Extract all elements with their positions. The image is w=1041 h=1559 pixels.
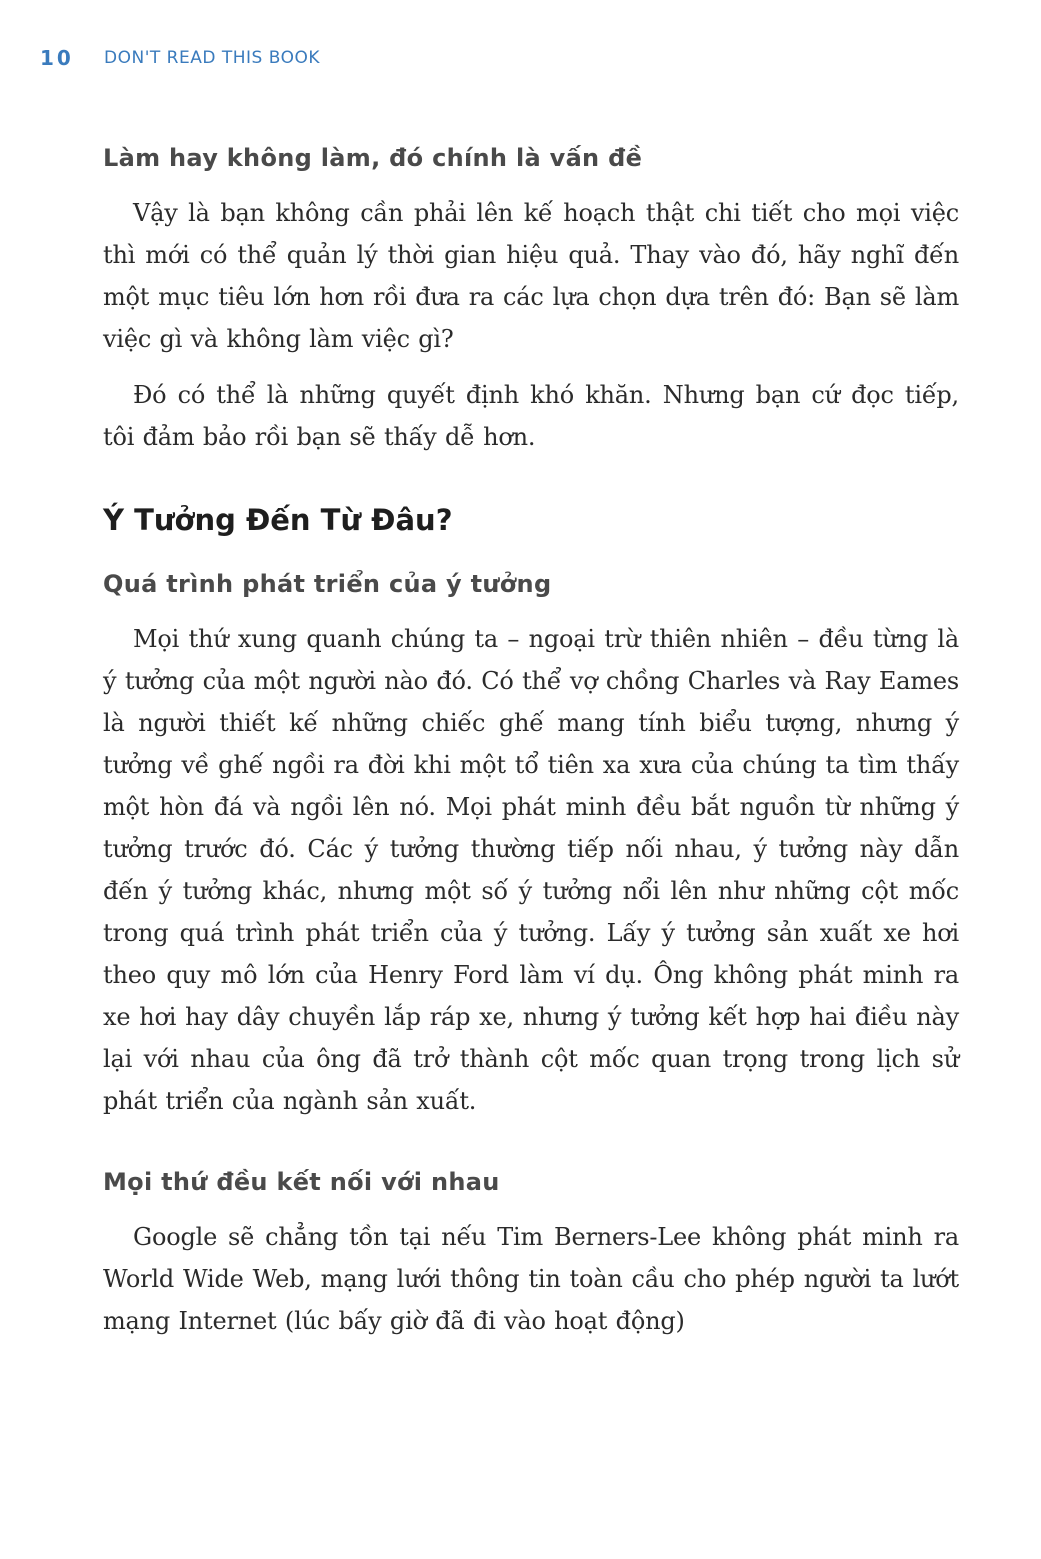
paragraph: Đó có thể là những quyết định khó khăn. Nhưng bạn cứ đọc tiếp, tôi đảm bảo rồi bạn sẽ thấy dễ hơn. [103, 381, 959, 451]
section-heading-do-or-not: Làm hay không làm, đó chính là vấn đề [103, 144, 643, 172]
section-heading-idea-evolution: Quá trình phát triển của ý tưởng [103, 570, 552, 598]
page-number: 10 [40, 46, 74, 70]
paragraph: Google sẽ chẳng tồn tại nếu Tim Berners-Lee không phát minh ra World Wide Web, mạng lưới thông tin toàn cầu cho phép người ta lướt mạng Internet (lúc bấy giờ đã đi vào hoạt động) [103, 1223, 959, 1335]
section-heading-everything-connected: Mọi thứ đều kết nối với nhau [103, 1168, 500, 1196]
paragraph: Vậy là bạn không cần phải lên kế hoạch thật chi tiết cho mọi việc thì mới có thể quản lý thời gian hiệu quả. Thay vào đó, hãy nghĩ đến một mục tiêu lớn hơn rồi đưa ra các lựa chọn dựa trên đó: Bạn sẽ làm việc gì và không làm việc gì? [103, 199, 959, 353]
running-header [40, 42, 320, 74]
page-content [103, 138, 959, 1342]
paragraph: Mọi thứ xung quanh chúng ta – ngoại trừ thiên nhiên – đều từng là ý tưởng của một người nào đó. Có thể vợ chồng Charles và Ray Eames là người thiết kế những chiếc ghế mang tính biểu tượng, nhưng ý tưởng về ghế ngồi ra đời khi một tổ tiên xa xưa của chúng ta tìm thấy một hòn đá và ngồi lên nó. Mọi phát minh đều bắt nguồn từ những ý tưởng trước đó. Các ý tưởng thường tiếp nối nhau, ý tưởng này dẫn đến ý tưởng khác, nhưng một số ý tưởng nổi lên như những cột mốc trong quá trình phát triển của ý tưởng. Lấy ý tưởng sản xuất xe hơi theo quy mô lớn của Henry Ford làm ví dụ. Ông không phát minh ra xe hơi hay dây chuyền lắp ráp xe, nhưng ý tưởng kết hợp hai điều này lại với nhau của ông đã trở thành cột mốc quan trọng trong lịch sử phát triển của ngành sản xuất. [103, 625, 959, 1115]
chapter-heading: Ý Tưởng Đến Từ Đâu? [103, 503, 453, 537]
running-book-title: DON'T READ THIS BOOK [104, 48, 320, 68]
